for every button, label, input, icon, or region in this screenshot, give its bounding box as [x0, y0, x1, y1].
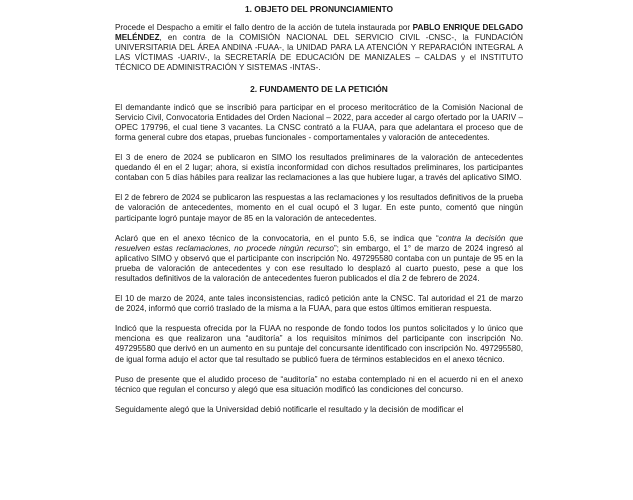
paragraph-resultados-preliminares: [115, 153, 523, 183]
paragraph-text: Procede el Despacho a emitir el fallo dentro de la acción de tutela instaurada por: [115, 23, 413, 33]
document-body: [115, 4, 523, 415]
plaintiff-name: PABLO ENRIQUE DELGADO MELÉNDEZ: [115, 23, 523, 43]
paragraph-anexo-tecnico: [115, 234, 523, 284]
paragraph-text: El 2 de febrero de 2024 se publicaron las respuestas a las reclamaciones y los resultados definitivos de la prueba de valoración de antecedentes, momento en el cual ocupó el 3 lugar. En este punto, comentó que ningún participante logró puntaje mayor de 85 en la valoración de antecedentes.: [115, 193, 523, 223]
paragraph-objeto: [115, 23, 523, 73]
section-heading-fundamento: 2. FUNDAMENTO DE LA PETICIÓN: [250, 83, 388, 94]
paragraph-text: ”; sin embargo, el 1° de marzo de 2024 ingresó al aplicativo SIMO y observó que el participante con inscripción No. 497295580 contaba con un puntaje de 95 en la prueba de valoración de antecedentes y con ese resultado lo desplazó al cuarto puesto, pese a que los resultados definitivos de la valoración de antecedentes fueron publicados el día 2 de febrero de 2024.: [115, 243, 523, 283]
paragraph-text: Seguidamente alegó que la Universidad debió notificarle el resultado y la decisión de modificar el: [115, 404, 464, 414]
paragraph-text: Indicó que la respuesta ofrecida por la FUAA no responde de fondo todos los puntos solicitados y lo único que menciona es que realizaron una “auditoría” a los requisitos mínimos del participante con inscripción No. 497295580 que derivó en un aumento en su puntaje del concursante identificado con inscripción No. 497295580, de igual forma adujo el actor que tal resultado se publicó fuera de términos establecidos en el anexo técnico.: [115, 324, 523, 364]
paragraph-resultados-definitivos: [115, 193, 523, 223]
section-heading-objeto: 1. OBJETO DEL PRONUNCIAMIENTO: [245, 4, 393, 14]
paragraph-auditoria: [115, 375, 523, 395]
quoted-text: contra la decisión que resuelven estas reclamaciones, no procede ningún recurso: [115, 233, 523, 253]
paragraph-text: , en contra de la COMISIÓN NACIONAL DEL SERVICIO CIVIL -CNSC-, la FUNDACIÓN UNIVERSITARIA DEL ÁREA ANDINA -FUAA-, la UNIDAD PARA LA ATENCIÓN Y REPARACIÓN INTEGRAL A LAS VÍCTIMAS -UARIV-, la SECRETARÍA DE EDUCACIÓN DE MANIZALES – CALDAS y el INSTITUTO TÉCNICO DE ADMINISTRACIÓN Y SISTEMAS -INTAS-.: [115, 33, 523, 73]
paragraph-text: El 3 de enero de 2024 se publicaron en SIMO los resultados preliminares de la valoración de antecedentes quedando él en el 2 lugar; ahora, si existía inconformidad con dichos resultados preliminares, los participantes contaban con 5 días hábiles para realizar las reclamaciones a las que hubiere lugar, a través del aplicativo SIMO.: [115, 153, 523, 183]
paragraph-text: Puso de presente que el aludido proceso de “auditoría” no estaba contemplado ni en el acuerdo ni en el anexo técnico que regulan el concurso y alegó que esa situación modificó las condiciones del concurso.: [115, 374, 523, 394]
paragraph-respuesta-fuaa: [115, 324, 523, 364]
paragraph-text: El demandante indicó que se inscribió para participar en el proceso meritocrático de la Comisión Nacional de Servicio Civil, Convocatoria Entidades del Orden Nacional – 2022, para acceder al cargo ofertado por la UARIV – OPEC 179796, el cual tiene 3 vacantes. La CNSC contrató a la FUAA, para que adelantara el proceso que de forma general cubre dos etapas, pruebas funcionales - comportamentales y valoración de antecedentes.: [115, 102, 523, 142]
paragraph-peticion: [115, 294, 523, 314]
paragraph-notificacion: [115, 405, 523, 415]
paragraph-text: Aclaró que en el anexo técnico de la convocatoria, en el punto 5.6, se indica que “: [115, 233, 439, 243]
paragraph-text: El 10 de marzo de 2024, ante tales inconsistencias, radicó petición ante la CNSC. Tal autoridad el 21 de marzo de 2024, informó que corrió traslado de la misma a la FUAA, para que estos últimos emitieran respuesta.: [115, 294, 523, 314]
paragraph-inscripcion: [115, 103, 523, 143]
